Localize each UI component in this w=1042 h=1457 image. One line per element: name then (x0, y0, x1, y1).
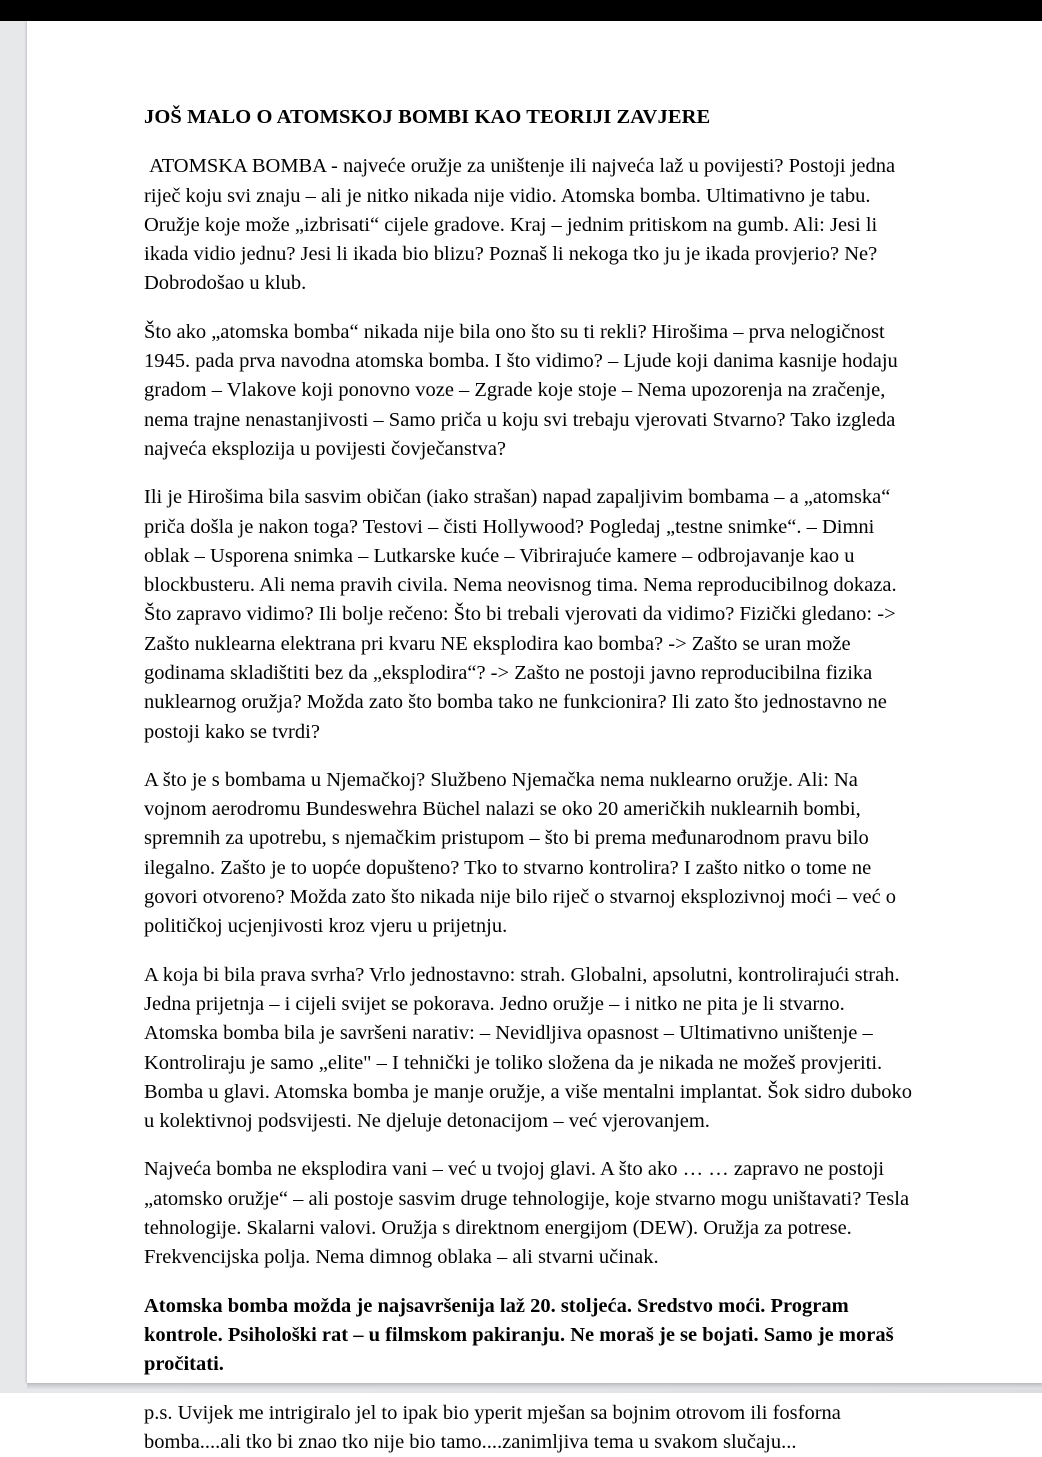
document-title: JOŠ MALO O ATOMSKOJ BOMBI KAO TEORIJI ZAVJERE (144, 106, 711, 128)
paragraph-list (144, 130, 920, 1457)
para-intro: ATOMSKA BOMBA - najveće oružje za uništenje ili najveća laž u povijesti? Postoji jedna riječ koju svi znaju – ali je nitko nikada nije vidio. Atomska bomba. Ultimativno je tabu. Oružje koje može „izbrisati“ cijele gradove. Kraj – jednim pritiskom na gumb. Ali: Jesi li ikada vidio jednu? Jesi li ikada bio blizu? Poznaš li nekoga tko ju je ikada provjerio? Ne? Dobrodošao u klub. (144, 155, 901, 295)
para-purpose: A koja bi bila prava svrha? Vrlo jednostavno: strah. Globalni, apsolutni, kontrolirajući strah. Jedna prijetnja – i cijeli svijet se pokorava. Jedno oružje – i nitko ne pita je li stvarno. Atomska bomba bila je savršeni narativ: – Nevidljiva opasnost – Ultimativno uništenje – Kontroliraju je samo „elite" – I tehnički je toliko složena da je nikada ne možeš provjeriti. Bomba u glavi. Atomska bomba je manje oružje, a više mentalni implantat. Šok sidro duboko u kolektivnoj podsvijesti. Ne djeluje detonacijom – već vjerovanjem. (144, 963, 918, 1133)
para-conclusion: Atomska bomba možda je najsavršenija laž 20. stoljeća. Sredstvo moći. Program kontrole. Psihološki rat – u filmskom pakiranju. Ne moraš je se bojati. Samo je moraš pročitati. (144, 1294, 899, 1376)
document-content (144, 21, 920, 1457)
para-germany: A što je s bombama u Njemačkoj? Službeno Njemačka nema nuklearno oružje. Ali: Na vojnom aerodromu Bundeswehra Büchel nalazi se oko 20 američkih nuklearnih bombi, spremnih za upotrebu, s njemačkim pristupom – što bi prema međunarodnom pravu bilo ilegalno. Zašto je to uopće dopušteno? Tko to stvarno kontrolira? I zašto nitko o tome ne govori otvoreno? Možda zato što nikada nije bilo riječ o stvarnoj eksplozivnoj moći – već o političkoj ucjenjivosti kroz vjeru u prijetnju. (144, 768, 902, 938)
para-hiroshima: Što ako „atomska bomba“ nikada nije bila ono što su ti rekli? Hirošima – prva nelogičnost 1945. pada prva navodna atomska bomba. I što vidimo? – Ljude koji danima kasnije hodaju gradom – Vlakove koji ponovno voze – Zgrade koje stoje – Nema upozorenja na zračenje, nema trajne nenastanjivosti – Samo priča u koju svi trebaju vjerovati Stvarno? Tako izgleda najveća eksplozija u povijesti čovječanstva? (144, 320, 903, 460)
para-tesla: Najveća bomba ne eksplodira vani – već u tvojoj glavi. A što ako … … zapravo ne postoji „atomsko oružje“ – ali postoje sasvim druge tehnologije, koje stvarno mogu uništavati? Tesla tehnologije. Skalarni valovi. Oružja s direktnom energijom (DEW). Oružja za potrese. Frekvencijska polja. Nema dimnog oblaka – ali stvarni učinak. (144, 1158, 915, 1269)
window-top-bar (0, 0, 1042, 21)
para-tests: Ili je Hirošima bila sasvim običan (iako strašan) napad zapaljivim bombama – a „atomska“ priča došla je nakon toga? Testovi – čisti Hollywood? Pogledaj „testne snimke“. – Dimni oblak – Usporena snimka – Lutkarske kuće – Vibrirajuće kamere – odbrojavanje kao u blockbusteru. Ali nema pravih civila. Nema neovisnog tima. Nema reproducibilnog dokaza. Što zapravo vidimo? Ili bolje rečeno: Što bi trebali vjerovati da vidimo? Fizički gledano: -> Zašto nuklearna elektrana pri kvaru NE eksplodira kao bomba? -> Zašto se uran može godinama skladištiti bez da „eksplodira“? -> Zašto ne postoji javno reproducibilna fizika nuklearnog oružja? Možda zato što bomba tako ne funkcionira? Ili zato što jednostavno ne postoji kako se tvrdi? (144, 486, 902, 743)
para-postscript: p.s. Uvijek me intrigiralo jel to ipak bio yperit mješan sa bojnim otrovom ili fosforna bomba....ali tko bi znao tko nije bio tamo....zanimljiva tema u svakom slučaju... (144, 1401, 847, 1453)
